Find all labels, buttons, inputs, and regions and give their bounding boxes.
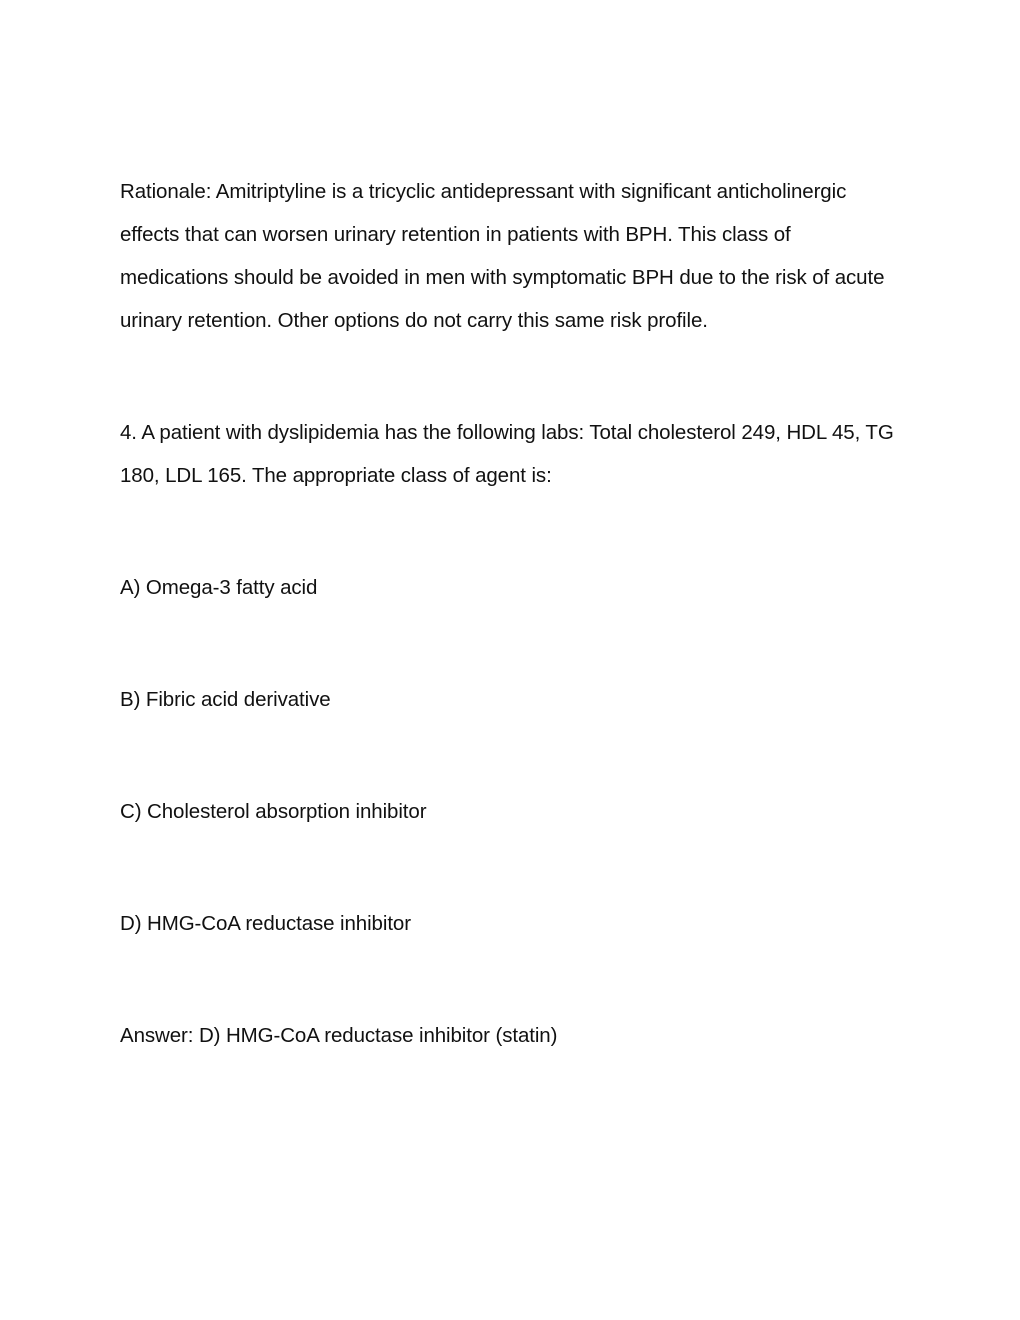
option-a: A) Omega-3 fatty acid <box>120 576 318 599</box>
option-d: D) HMG-CoA reductase inhibitor <box>120 912 411 935</box>
question-text: 4. A patient with dyslipidemia has the following labs: Total cholesterol 249, HDL 45, TG 180, LDL 165. The appropriate class of agent is: <box>120 421 900 487</box>
option-c: C) Cholesterol absorption inhibitor <box>120 800 427 823</box>
option-b: B) Fibric acid derivative <box>120 688 331 711</box>
document-body <box>120 170 900 1057</box>
rationale-paragraph: Rationale: Amitriptyline is a tricyclic antidepressant with significant anticholinergic effects that can worsen urinary retention in patients with BPH. This class of medications should be avoided in men with symptomatic BPH due to the risk of acute urinary retention. Other options do not carry this same risk profile. <box>120 180 890 332</box>
answer-text: Answer: D) HMG-CoA reductase inhibitor (statin) <box>120 1024 558 1047</box>
